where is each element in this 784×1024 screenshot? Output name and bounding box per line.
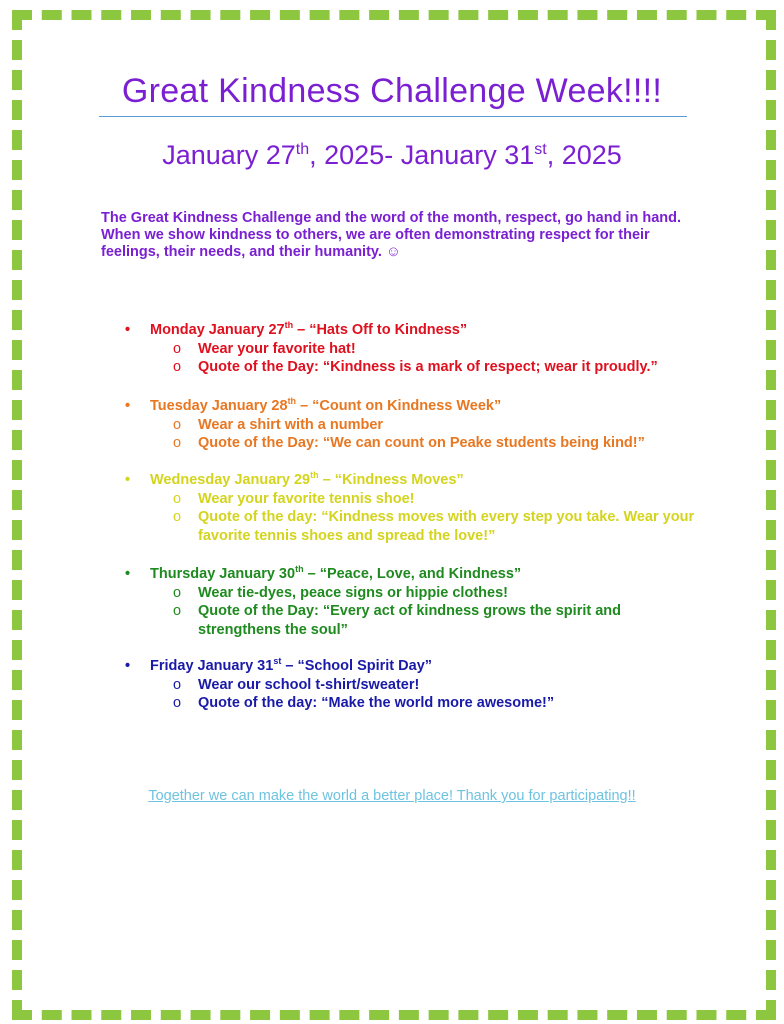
page-title: Great Kindness Challenge Week!!!! bbox=[121, 72, 663, 110]
item-text: Wear our school t-shirt/sweater! bbox=[198, 676, 420, 693]
day-theme: – “Count on Kindness Week” bbox=[296, 398, 502, 414]
item-text: Wear tie-dyes, peace signs or hippie clothes! bbox=[198, 584, 508, 601]
bullet-icon: • bbox=[125, 472, 131, 488]
day-heading bbox=[125, 565, 705, 584]
list-item bbox=[125, 434, 705, 453]
day-items bbox=[125, 416, 705, 453]
item-text: Wear your favorite hat! bbox=[198, 340, 356, 357]
bullet-icon: • bbox=[125, 398, 131, 414]
day-wednesday bbox=[125, 471, 705, 545]
intro-paragraph: The Great Kindness Challenge and the word of the month, respect, go hand in hand. When we show kindness to others, we are often demonstrating respect for their feelings, their needs, and their humanity. ☺ bbox=[101, 210, 682, 260]
list-item bbox=[125, 340, 705, 359]
circle-bullet-icon: o bbox=[173, 603, 182, 619]
day-items bbox=[125, 340, 705, 377]
circle-bullet-icon: o bbox=[173, 359, 182, 375]
list-item bbox=[125, 676, 705, 695]
list-item bbox=[125, 602, 705, 639]
day-tuesday bbox=[125, 397, 705, 453]
day-heading bbox=[125, 657, 705, 676]
day-date: Tuesday January 28 bbox=[150, 398, 288, 414]
day-theme: – “Hats Off to Kindness” bbox=[293, 322, 468, 338]
date-end-suffix: st bbox=[534, 141, 547, 158]
day-date: Friday January 31 bbox=[150, 658, 274, 674]
day-items bbox=[125, 584, 705, 640]
bullet-icon: • bbox=[125, 322, 131, 338]
date-range bbox=[0, 140, 784, 171]
day-date-suffix: th bbox=[295, 564, 304, 575]
circle-bullet-icon: o bbox=[173, 676, 182, 693]
item-text: Quote of the Day: “We can count on Peake students being kind!” bbox=[198, 435, 645, 451]
date-end-day: January 31 bbox=[400, 140, 535, 170]
item-text: Wear your favorite tennis shoe! bbox=[198, 490, 415, 507]
closing-message-link[interactable]: Together we can make the world a better place! Thank you for participating!! bbox=[148, 788, 636, 804]
date-end-year: , 2025 bbox=[546, 140, 622, 170]
item-text: Quote of the Day: “Every act of kindness grows the spirit and strengthens the soul” bbox=[198, 603, 621, 638]
day-heading bbox=[125, 397, 705, 416]
date-start-year: , 2025- bbox=[309, 140, 401, 170]
circle-bullet-icon: o bbox=[173, 509, 182, 525]
list-item bbox=[125, 416, 705, 435]
circle-bullet-icon: o bbox=[173, 695, 182, 711]
item-text: Quote of the day: “Make the world more awesome!” bbox=[198, 695, 555, 711]
day-heading bbox=[125, 321, 705, 340]
list-item bbox=[125, 508, 705, 545]
day-thursday bbox=[125, 565, 705, 639]
item-text: Wear a shirt with a number bbox=[198, 416, 384, 433]
day-theme: – “Peace, Love, and Kindness” bbox=[303, 566, 522, 582]
date-start-suffix: th bbox=[295, 141, 310, 158]
day-date: Monday January 27 bbox=[150, 322, 285, 338]
list-item bbox=[125, 694, 705, 713]
circle-bullet-icon: o bbox=[173, 584, 182, 601]
day-date-suffix: th bbox=[310, 470, 319, 481]
day-date-suffix: th bbox=[284, 320, 294, 331]
day-monday bbox=[125, 321, 705, 377]
day-date-suffix: th bbox=[287, 396, 297, 407]
circle-bullet-icon: o bbox=[173, 435, 182, 451]
bullet-icon: • bbox=[125, 566, 131, 582]
circle-bullet-icon: o bbox=[173, 490, 182, 507]
item-text: Quote of the day: “Kindness moves with every step you take. Wear your favorite tennis shoes and spread the love!” bbox=[198, 509, 695, 544]
day-items bbox=[125, 676, 705, 713]
list-item bbox=[125, 358, 705, 377]
circle-bullet-icon: o bbox=[173, 340, 182, 357]
date-start-day: January 27 bbox=[162, 140, 296, 170]
day-date: Wednesday January 29 bbox=[150, 472, 311, 488]
title-underline-rule bbox=[99, 116, 687, 117]
day-theme: – “Kindness Moves” bbox=[318, 472, 464, 488]
day-date-suffix: st bbox=[273, 656, 282, 667]
item-text: Quote of the Day: “Kindness is a mark of respect; wear it proudly.” bbox=[198, 359, 658, 375]
day-theme: – “School Spirit Day” bbox=[281, 658, 433, 674]
day-friday bbox=[125, 657, 705, 713]
list-item bbox=[125, 584, 705, 603]
day-items bbox=[125, 490, 705, 546]
day-heading bbox=[125, 471, 705, 490]
day-date: Thursday January 30 bbox=[150, 566, 296, 582]
bullet-icon: • bbox=[125, 658, 131, 674]
list-item bbox=[125, 490, 705, 509]
circle-bullet-icon: o bbox=[173, 416, 182, 433]
